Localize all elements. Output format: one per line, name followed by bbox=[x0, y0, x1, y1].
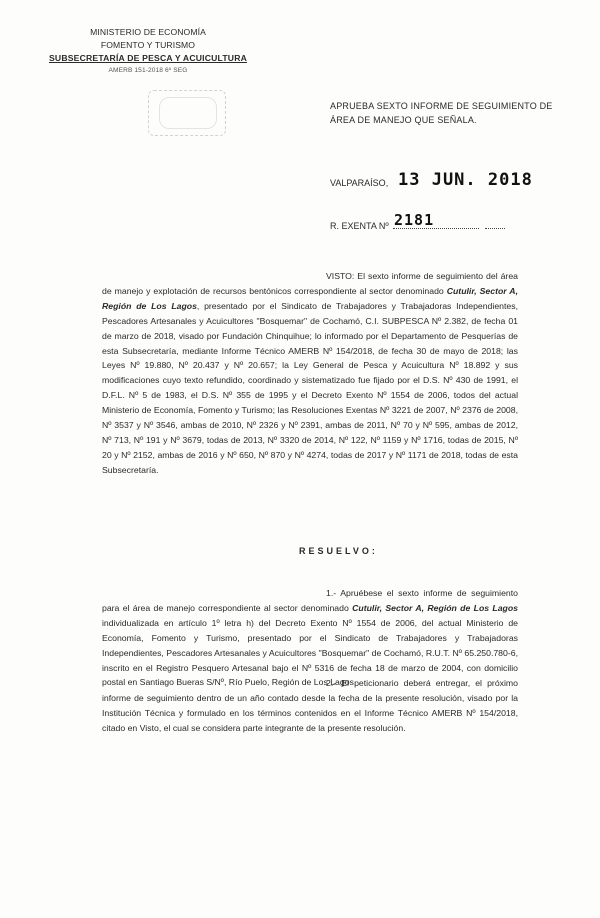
header-fomento: FOMENTO Y TURISMO bbox=[100, 40, 196, 50]
visto-paragraph bbox=[102, 269, 518, 478]
stamped-date: 13 JUN. 2018 bbox=[398, 170, 533, 190]
header-ministry: MINISTERIO DE ECONOMÍA bbox=[90, 27, 206, 37]
resolution-item-2 bbox=[102, 676, 518, 736]
resolution-item-1 bbox=[102, 586, 518, 690]
item2-text: 2.- El peticionario deberá entregar, el próximo informe de seguimiento dentro de un año contado desde la fecha de la presente resolución, visado por la Institución Técnica y formulado en los términos contenidos en el Informe Técnico AMERB Nº 154/2018, citado en Visto, el cual se considera parte integrante de la presente resolución. bbox=[102, 678, 518, 733]
document-subject: APRUEBA SEXTO INFORME DE SEGUIMIENTO DE ÁREA DE MANEJO QUE SEÑALA. bbox=[330, 101, 553, 125]
visto-sector-name: Cutulir, Sector A, Región de Los Lagos bbox=[102, 285, 518, 311]
place-label: VALPARAÍSO, bbox=[330, 178, 389, 188]
header-subsecretaria: SUBSECRETARÍA DE PESCA Y ACUICULTURA bbox=[48, 53, 248, 63]
visto-text-2: , presentado por el Sindicato de Trabajadores y Trabajadoras Independientes, Pescadores Artesanales y Acuicultores "Bosquemar" de Cochamó, C.I. SUBPESCA Nº 2.382, de fecha 01 de marzo de 2018, visado por Fundación Chinquihue; lo informado por el Departamento de Pesquerías de esta Subsecretaría, mediante Informe Técnico AMERB Nº 154/2018, de fecha 30 de mayo de 2018; las Leyes Nº 19.880, Nº 20.437 y Nº 20.657; la Ley General de Pesca y Acuicultura Nº 18.892 y sus modificaciones cuyo texto refundido, coordinado y sistematizado fue fijado por el D.S. Nº 430 de 1991, el D.F.L. Nº 5 de 1983, el D.S. Nº 355 de 1995 y el Decreto Exento Nº 1554 de 2006, todos del actual Ministerio de Economía, Fomento y Turismo; las Resoluciones Exentas Nº 3221 de 2007, Nº 2376 de 2008, Nº 3537 y Nº 3546, ambas de 2010, Nº 2326 y Nº 2391, ambas de 2011, Nº 70 y Nº 595, ambas de 2012, Nº 713, Nº 191 y Nº 3679, todas de 2013, Nº 3320 de 2014, Nº 122, Nº 1159 y Nº 1716, todas de 2015, Nº 20 y Nº 2152, ambas de 2016 y Nº 650, Nº 870 y Nº 4274, todas de 2017 y Nº 1171 de 2018, todas de esta Subsecretaría. bbox=[102, 300, 518, 475]
exento-label: R. EXENTA Nº bbox=[330, 221, 389, 231]
faded-stamp bbox=[148, 90, 226, 136]
item1-text-2: individualizada en artículo 1º letra h) del Decreto Exento Nº 1554 de 2006, del actual Ministerio de Economía, Fomento y Turismo, presentado por el Sindicato de Trabajadores y Trabajadoras Independientes, Pescadores Artesanales y Acuicultores "Bosquemar" de Cochamó, R.U.T. Nº 65.250.780-6, inscrito en el Registro Pesquero Artesanal bajo el Nº 5316 de fecha 18 de marzo de 2004, con domicilio postal en Santiago Bueras S/Nº, Río Puelo, Región de Los Lagos. bbox=[102, 617, 518, 688]
visto-text-1: VISTO: El sexto informe de seguimiento del área de manejo y explotación de recursos bentónicos correspondiente al sector denominado bbox=[102, 271, 518, 296]
resuelvo-heading: RESUELVO: bbox=[299, 546, 378, 556]
ministry-header bbox=[48, 26, 248, 76]
item1-sector-name: Cutulir, Sector A, Región de Los Lagos bbox=[352, 602, 518, 613]
exento-number: 2181 bbox=[394, 211, 435, 229]
header-reference: AMERB 151-2018 6º SEG bbox=[108, 67, 188, 74]
item1-text-1: 1.- Apruébese el sexto informe de seguimiento para el área de manejo correspondiente al sector denominado bbox=[102, 588, 518, 613]
